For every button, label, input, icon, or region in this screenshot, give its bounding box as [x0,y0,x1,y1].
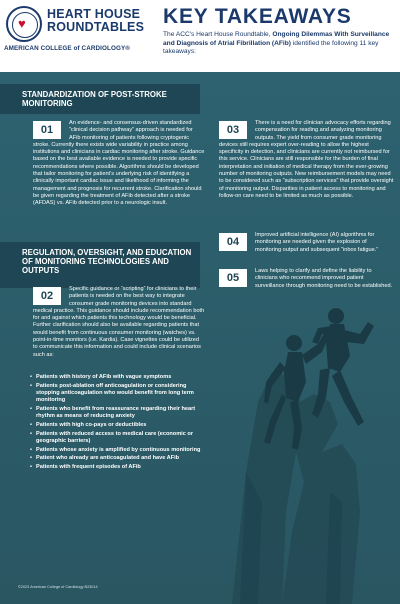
takeaway-number: 03 [219,121,247,139]
takeaway-text: Improved artificial intelligence (AI) algorithms for monitoring are needed given the explosion of monitoring output and subsequent “inbox fatigue.” [255,232,379,253]
list-item: • Patients with history of AFib with vague symptoms [30,374,205,381]
takeaway-01 [33,120,205,208]
takeaway-text: There is a need for clinician advocacy efforts regarding compensation for reading and analyzing monitoring outputs. The yield from consumer grade monitoring devices still requires expert over-reading to allow the highest specificity in detection, and clinicians are currently not reimbursed for this service. Clinicians are still responsible for the burden of final interpretation and initiation of medical therapy from the ever-growing number of monitoring outputs. New reimbursement models may need to be considered such as “subscription services” that provide oversight of monitoring output. Disparities in patient access to monitoring and follow-on care need to be limited as much as possible. [219,120,394,199]
list-item: • Patients who benefit from reassurance regarding their heart rhythm as means of reducing anxiety [30,406,205,421]
intro-prefix: The ACC's Heart House Roundtable, [163,31,273,38]
takeaway-number: 02 [33,287,61,305]
list-item: • Patients with frequent episodes of AFib [30,464,205,471]
intro-roundtable-title: Ongoing Dilemmas With Surveillance and Diagnosis of Atrial Fibrillation (AFib) [163,31,390,47]
list-item: • Patients post-ablation off anticoagulation or considering stopping anticoagulation who would benefit from long term monitoring [30,383,205,405]
takeaway-05 [219,268,394,290]
takeaway-text: An evidence- and consensus-driven standardized “clinical decision pathway” approach is needed for AFib monitoring of patients following cryptogenic stroke. Currently there exists wide variability in practice among institutions and clinicians in cardiac monitoring after stroke. Guidance based on the best available evidence is needed to provide specific recommendations where possible. Algorithms should be developed that tailor monitoring for patient’s underlying risk of identifying a clinically important cardiac issue and likelihood of informing the management and prognosis for recurrent stroke. Clarification should be given regarding the treatment of AFib detected after a stroke (AFDAS) vs. AFib detected prior to a neurologic insult. [33,120,205,207]
heart-icon: ♥ [18,16,26,31]
takeaway-03 [219,120,394,200]
takeaway-text: Specific guidance or “scripting” for clinicians to their patients is needed on the best way to integrate consumer grade monitoring devices into standard medical practice. This guidance should include recommendation both for and against which patients this technology would be beneficial. Further clarification should also be available regarding patients that would benefit from continuous consumer monitoring (watches) vs. point-in-time monitors (i.e. Kardia). Case vignettes could be utilized to communicate this information and could include clinical scenarios such as: [33,286,205,358]
list-item: • Patients with high co-pays or deductibles [30,422,205,429]
acc-seal-icon [6,6,42,42]
takeaway-04 [219,232,394,254]
brand-subtitle: AMERICAN COLLEGE of CARDIOLOGY® [4,45,130,52]
list-item: • Patients whose anxiety is amplified by continuous monitoring [30,447,205,454]
copyright-footer: ©2023 American College of Cardiology B23014 [18,585,98,589]
page-title: KEY TAKEAWAYS [163,5,352,28]
main-content [0,72,400,604]
section-heading-post-stroke: STANDARDIZATION OF POST-STROKE MONITORING [0,84,200,114]
clinical-scenarios-list [30,374,205,472]
takeaway-text: Laws helping to clarify and define the liability to clinicians who recommend improved patient surveillance through monitoring need to be established. [255,268,393,289]
takeaway-number: 05 [219,269,247,287]
list-item: • Patient who already are anticoagulated and have AFib [30,455,205,462]
intro-text [163,31,395,57]
intro-suffix: identified the following 11 key takeaways: [163,39,379,56]
takeaway-number: 01 [33,121,61,139]
section-heading-regulation: REGULATION, OVERSIGHT, AND EDUCATION OF MONITORING TECHNOLOGIES AND OUTPUTS [0,242,200,288]
list-item: • Patients with reduced access to medical care (economic or geographic barriers) [30,431,205,446]
takeaway-02 [33,286,205,359]
brand-title: HEART HOUSE ROUNDTABLES [47,7,145,34]
takeaway-number: 04 [219,233,247,251]
